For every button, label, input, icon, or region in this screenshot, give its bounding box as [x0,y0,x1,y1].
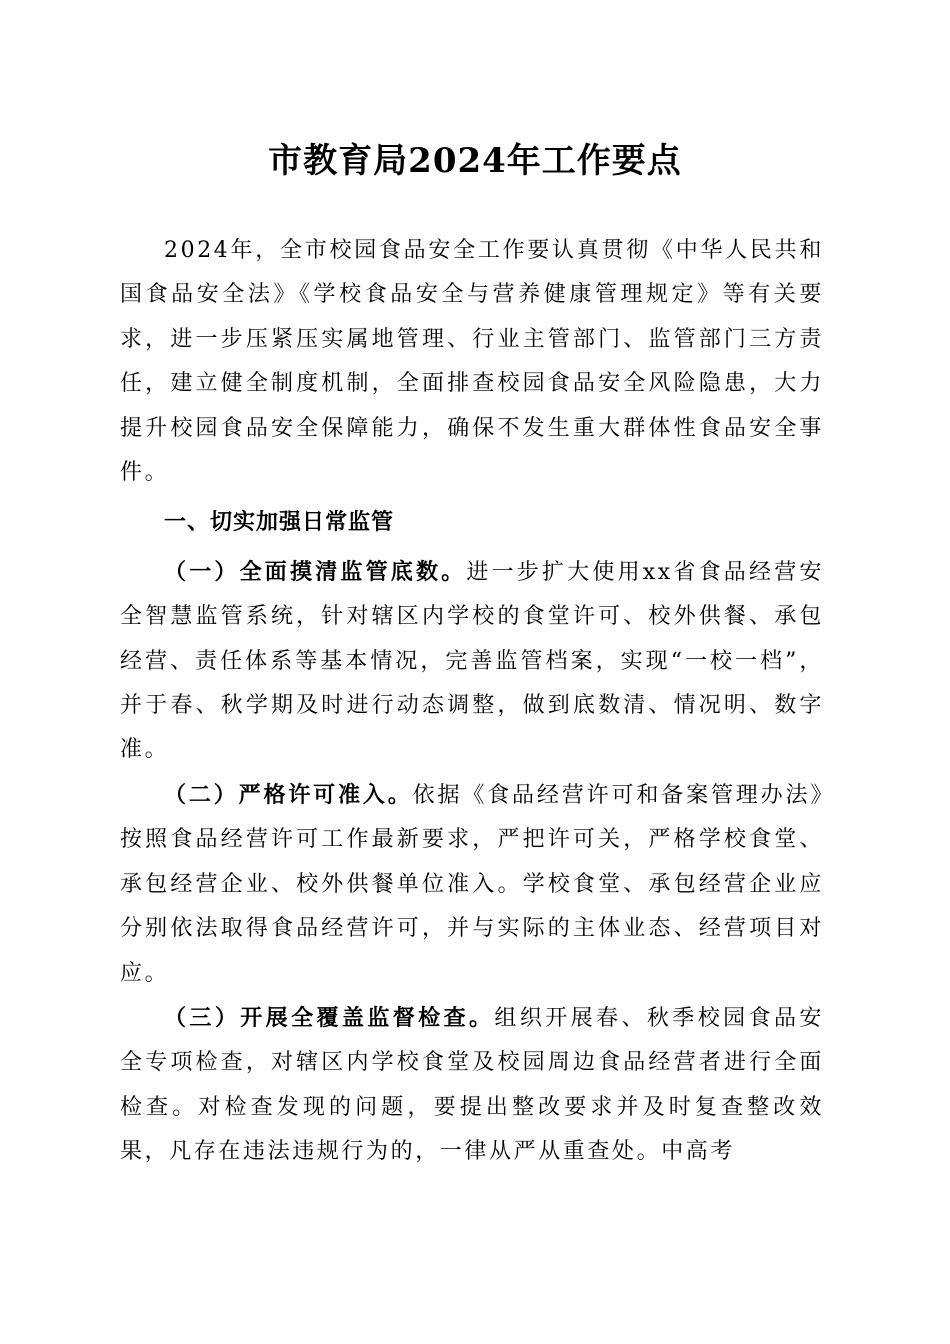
item-text: 进一步扩大使用xx省食品经营安全智慧监管系统，针对辖区内学校的食堂许可、校外供餐、承包经营、责任体系等基本情况，完善监管档案，实现“一校一档”，并于春、秋学期及时进行动态调整，做到底数清、情况明、数字准。 [120,559,824,763]
document-body [120,229,824,1175]
list-item [120,550,824,773]
intro-paragraph: 2024年，全市校园食品安全工作要认真贯彻《中华人民共和国食品安全法》《学校食品安全与营养健康管理规定》等有关要求，进一步压紧压实属地管理、行业主管部门、监管部门三方责任，建立健全制度机制，全面排查校园食品安全风险隐患，大力提升校园食品安全保障能力，确保不发生重大群体性食品安全事件。 [120,238,824,486]
list-item [120,773,824,996]
document-title: 市教育局2024年工作要点 [268,141,682,181]
item-lead: （三）开展全覆盖监督检查。 [164,1004,495,1031]
item-lead: （二）严格许可准入。 [164,781,413,808]
section-heading: 一、切实加强日常监管 [164,510,395,536]
item-lead: （一）全面摸清监管底数。 [164,558,467,585]
item-text: 组织开展春、秋季校园食品安全专项检查，对辖区内学校食堂及校园周边食品经营者进行全面检查。对检查发现的问题，要提出整改要求并及时复查整改效果，凡存在违法违规行为的，一律从严从重查处。中高考 [120,1005,824,1165]
list-item [120,996,824,1175]
item-text: 依据《食品经营许可和备案管理办法》按照食品经营许可工作最新要求，严把许可关，严格学校食堂、承包经营企业、校外供餐单位准入。学校食堂、承包经营企业应分别依法取得食品经营许可，并与实际的主体业态、经营项目对应。 [120,782,824,986]
